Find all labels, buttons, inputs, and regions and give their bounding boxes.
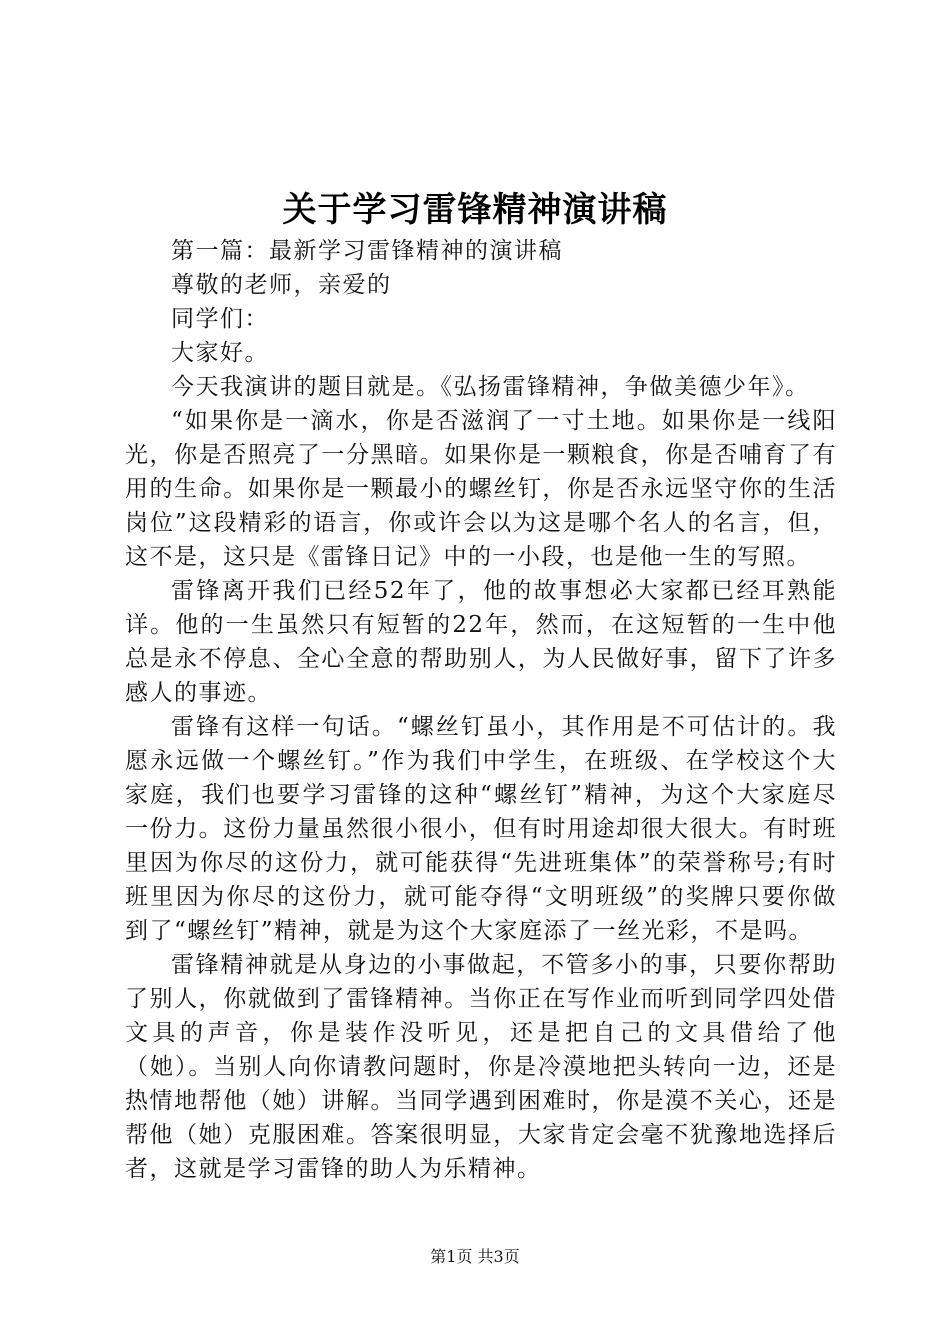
paragraph-small-deeds: 雷锋精神就是从身边的小事做起，不管多小的事，只要你帮助了别人，你就做到了雷锋精神。当你正在写作业而听到同学四处借文具的声音，你是装作没听见，还是把自己的文具借给了他（她）。当别人向你请教问题时，你是冷漠地把头转向一边，还是热情地帮他（她）讲解。当同学遇到困难时，你是漠不关心，还是帮他（她）克服困难。答案很明显，大家肯定会毫不犹豫地选择后者，这就是学习雷锋的助人为乐精神。 xyxy=(125,952,837,1182)
paragraph-history: 雷锋离开我们已经52年了，他的故事想必大家都已经耳熟能详。他的一生虽然只有短暂的22年，然而，在这短暂的一生中他总是永不停息、全心全意的帮助别人，为人民做好事，留下了许多感人的事迹。 xyxy=(125,578,837,706)
paragraph-salutation: 尊敬的老师，亲爱的 xyxy=(171,272,392,298)
page-number: 第1页 共3页 xyxy=(430,1247,520,1266)
document-title: 关于学习雷锋精神演讲稿 xyxy=(282,190,668,230)
paragraph-salutation-cont: 同学们： xyxy=(171,306,269,332)
paragraph-screw-spirit: 雷锋有这样一句话。“螺丝钉虽小，其作用是不可估计的。我愿永远做一个螺丝钉。”作为我们中学生，在班级、在学校这个大家庭，我们也要学习雷锋的这种“螺丝钉”精神，为这个大家庭尽一份力。这份力量虽然很小很小，但有时用途却很大很大。有时班里因为你尽的这份力，就可能获得“先进班集体”的荣誉称号;有时班里因为你尽的这份力，就可能夺得“文明班级”的奖牌只要你做到了“螺丝钉”精神，就是为这个大家庭添了一丝光彩，不是吗。 xyxy=(125,714,838,944)
paragraph-quote: “如果你是一滴水，你是否滋润了一寸土地。如果你是一线阳光，你是否照亮了一分黑暗。如果你是一颗粮食，你是否哺育了有用的生命。如果你是一颗最小的螺丝钉，你是否永远坚守你的生活岗位”这段精彩的语言，你或许会以为这是哪个名人的名言，但，这不是，这只是《雷锋日记》中的一小段，也是他一生的写照。 xyxy=(125,408,837,570)
document-body xyxy=(125,234,837,1186)
paragraph-greeting: 大家好。 xyxy=(171,340,269,366)
paragraph-section-heading: 第一篇：最新学习雷锋精神的演讲稿 xyxy=(171,238,563,264)
paragraph-topic: 今天我演讲的题目就是。《弘扬雷锋精神，争做美德少年》。 xyxy=(171,374,810,400)
